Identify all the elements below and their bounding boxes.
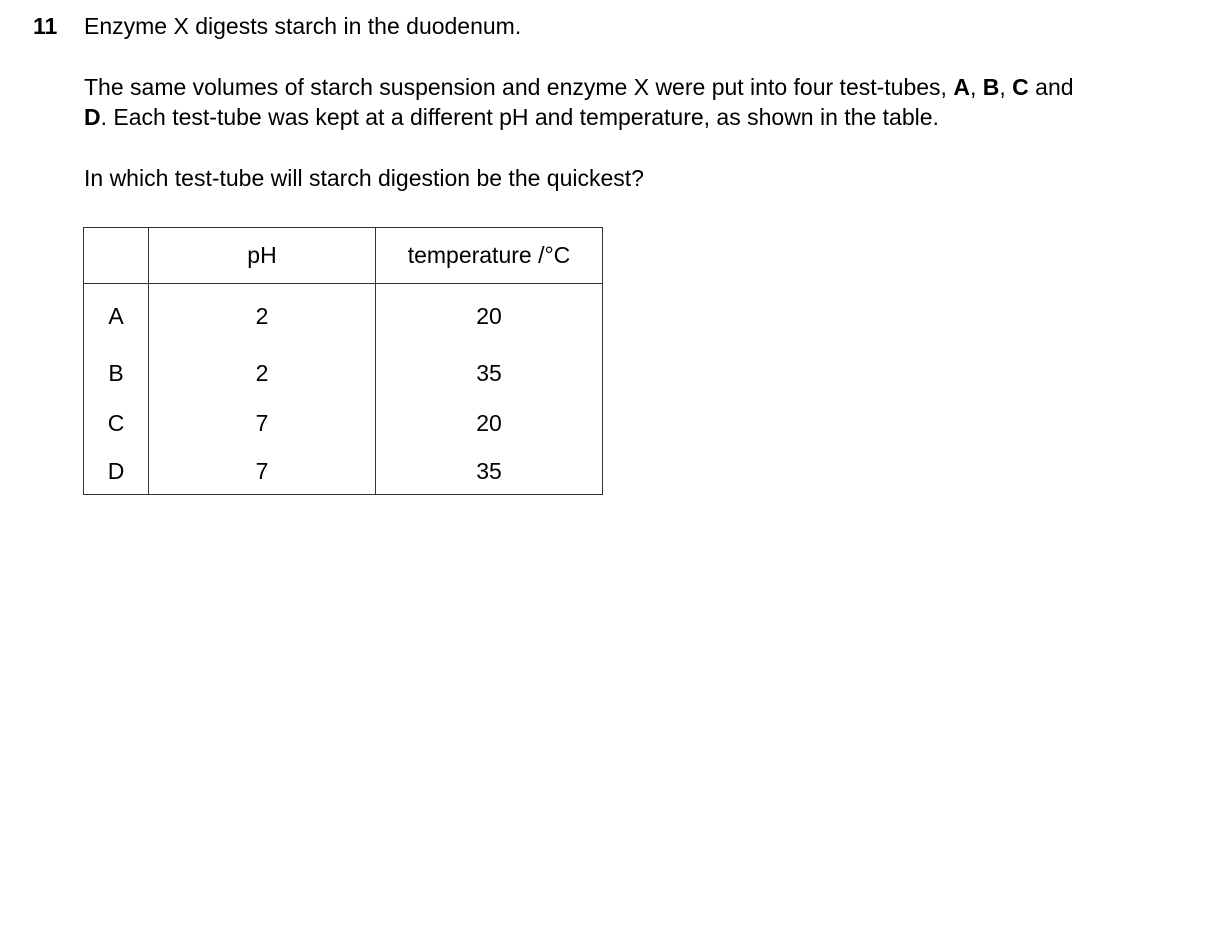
question-intro-line-2 [84, 103, 939, 131]
question-stem: Enzyme X digests starch in the duodenum. [84, 13, 522, 39]
ph-cell: 2 [149, 348, 376, 398]
table-row [84, 398, 603, 448]
ph-cell: 7 [149, 398, 376, 448]
temperature-cell: 20 [376, 398, 603, 448]
tube-label-d: D [84, 104, 101, 130]
table-header-row [84, 228, 603, 284]
temperature-cell: 20 [376, 284, 603, 349]
intro-text-end: and [1028, 74, 1074, 100]
header-blank [84, 228, 149, 284]
ph-cell: 2 [149, 284, 376, 349]
tube-cell: C [84, 398, 149, 448]
tube-label-b: B [982, 74, 1000, 100]
table-row [84, 348, 603, 398]
intro-text: . Each test-tube was kept at a different pH and temperature, as shown in the table. [100, 104, 939, 130]
separator: , [999, 74, 1013, 100]
separator: , [969, 74, 983, 100]
ph-cell: 7 [149, 448, 376, 495]
question-intro-line-1 [84, 73, 1074, 101]
tube-label-c: C [1012, 74, 1029, 100]
temperature-cell: 35 [376, 448, 603, 495]
table-row [84, 284, 603, 349]
data-table [83, 227, 603, 495]
tube-cell: D [84, 448, 149, 495]
header-temperature: temperature /°C [376, 228, 603, 284]
header-ph: pH [149, 228, 376, 284]
question-prompt: In which test-tube will starch digestion be the quickest? [84, 165, 644, 191]
tube-label-a: A [953, 74, 970, 100]
tube-cell: B [84, 348, 149, 398]
tube-cell: A [84, 284, 149, 349]
question-number: 11 [33, 13, 58, 39]
temperature-cell: 35 [376, 348, 603, 398]
intro-text: The same volumes of starch suspension and enzyme X were put into four test-tubes, [84, 74, 954, 100]
table-row [84, 448, 603, 495]
